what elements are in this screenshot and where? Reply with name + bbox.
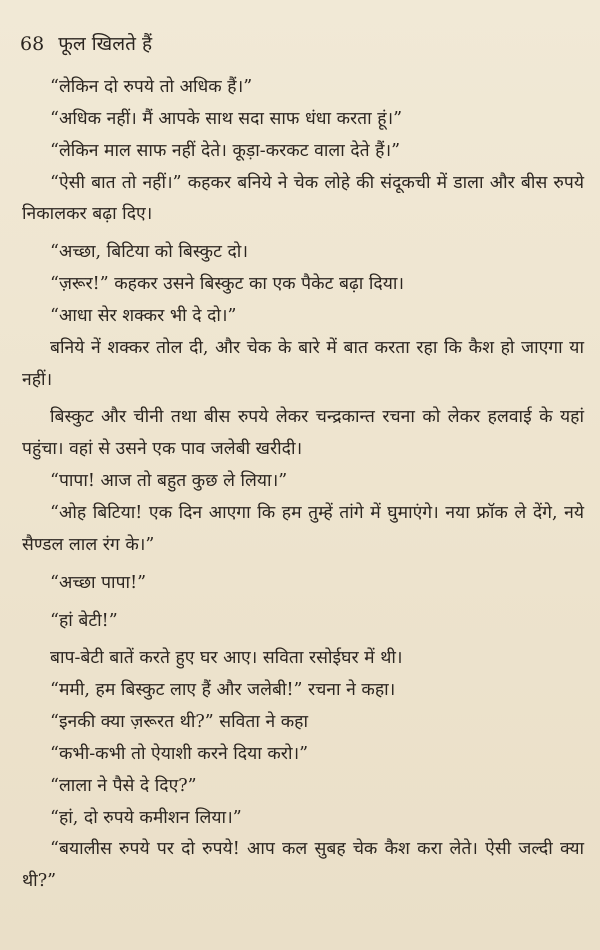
running-title: फूल खिलते हैं xyxy=(58,33,153,55)
paragraph: “अच्छा पापा!” xyxy=(50,572,147,593)
page-number: 68 xyxy=(20,33,45,55)
paragraph: “इनकी क्या ज़रूरत थी?” सविता ने कहा xyxy=(50,712,308,733)
paragraph: “पापा! आज तो बहुत कुछ ले लिया।” xyxy=(50,471,288,492)
paragraph: “ज़रूर!” कहकर उसने बिस्कुट का एक पैकेट बढ़ा दिया। xyxy=(50,274,405,295)
paragraph: “कभी-कभी तो ऐयाशी करने दिया करो।” xyxy=(50,743,309,764)
paragraph: “बयालीस रुपये पर दो रुपये! आप कल सुबह चेक कैश करा लेते। ऐसी जल्दी क्या थी?” xyxy=(22,839,584,892)
paragraph: “हां, दो रुपये कमीशन लिया।” xyxy=(50,807,242,828)
page-header xyxy=(20,30,152,56)
paragraph: बाप-बेटी बातें करते हुए घर आए। सविता रसोईघर में थी। xyxy=(50,648,403,669)
paragraph: “अधिक नहीं। मैं आपके साथ सदा साफ धंधा करता हूं।” xyxy=(50,108,403,129)
paragraph: “लाला ने पैसे दे दिए?” xyxy=(50,775,197,796)
paragraph: बिस्कुट और चीनी तथा बीस रुपये लेकर चन्द्रकान्त रचना को लेकर हलवाई के यहां पहुंचा। वहां से उसने एक पाव जलेबी खरीदी। xyxy=(22,407,584,460)
paragraph: “आधा सेर शक्कर भी दे दो।” xyxy=(50,305,237,326)
paragraph: “हां बेटी!” xyxy=(50,610,118,631)
paragraph: “अच्छा, बिटिया को बिस्कुट दो। xyxy=(50,242,248,263)
paragraph: “लेकिन माल साफ नहीं देते। कूड़ा-करकट वाला देते हैं।” xyxy=(50,140,401,161)
page-body xyxy=(22,72,584,898)
paragraph: बनिये नें शक्कर तोल दी, और चेक के बारे में बात करता रहा कि कैश हो जाएगा या नहीं। xyxy=(22,337,584,390)
paragraph: “लेकिन दो रुपये तो अधिक हैं।” xyxy=(50,77,253,97)
paragraph: “ओह बिटिया! एक दिन आएगा कि हम तुम्हें तांगे में घुमाएंगे। नया फ्रॉक ले देंगे, नये सैण्डल लाल रंग के।” xyxy=(22,502,584,555)
paragraph: “ममी, हम बिस्कुट लाए हैं और जलेबी!” रचना ने कहा। xyxy=(50,680,396,701)
paragraph: “ऐसी बात तो नहीं।” कहकर बनिये ने चेक लोहे की संदूकची में डाला और बीस रुपये निकालकर बढ़ा दिए। xyxy=(22,172,584,225)
